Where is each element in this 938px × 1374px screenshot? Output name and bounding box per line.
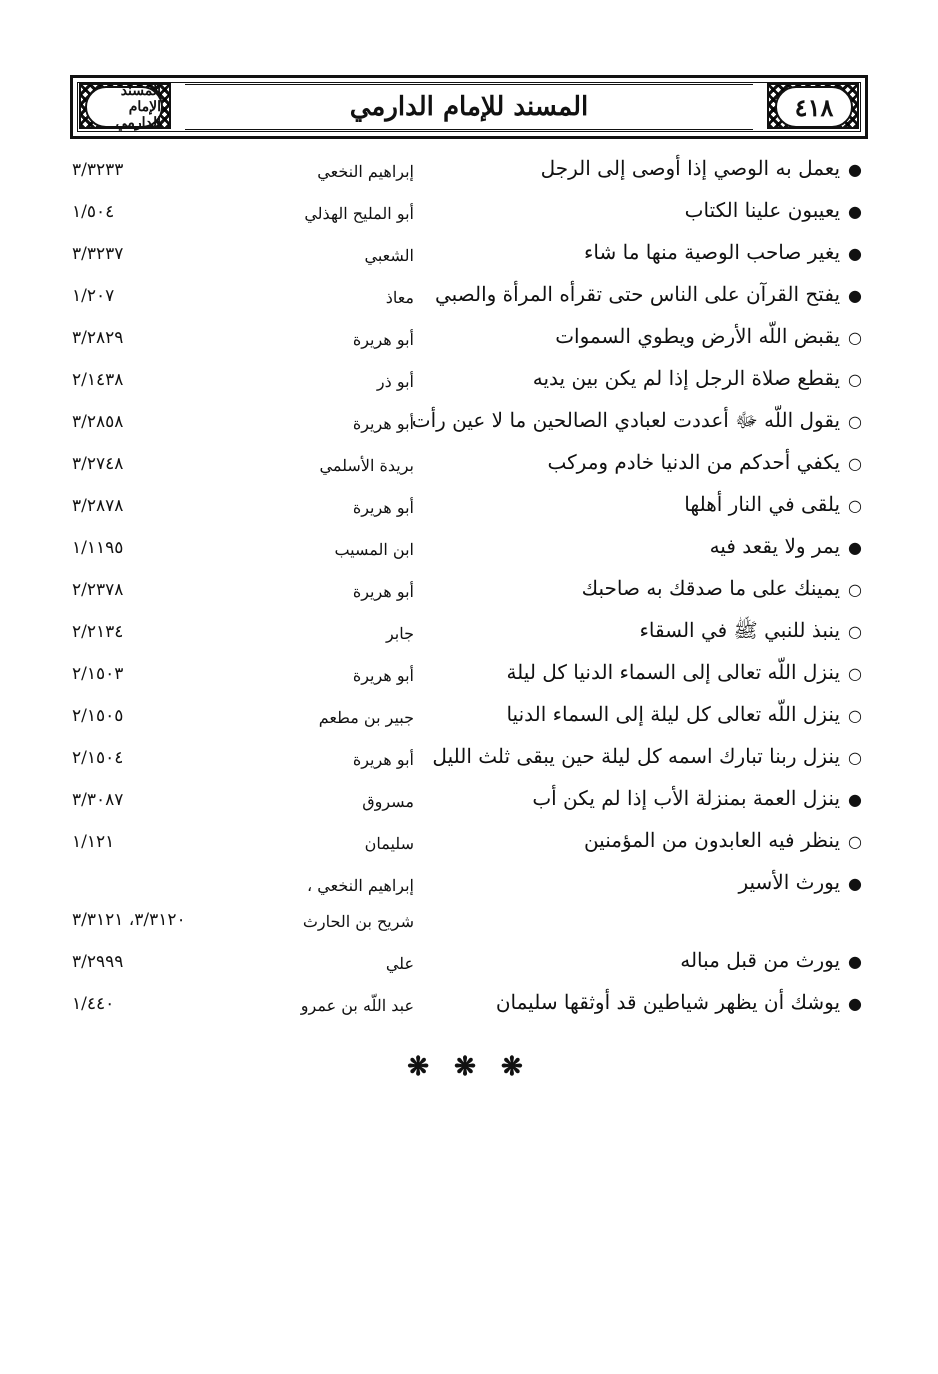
narrator: مسروق	[362, 792, 414, 811]
bullet-marker: ●	[848, 160, 862, 179]
page-header	[70, 75, 868, 139]
bullet-marker: ○	[848, 412, 862, 431]
narrator: جابر	[385, 624, 414, 643]
index-row	[0, 234, 938, 274]
hadith-text: ●ينزل العمة بمنزلة الأب إذا لم يكن أب	[532, 786, 862, 810]
reference: ١/٥٠٤	[72, 202, 115, 222]
hadith-text: ●يمر ولا يقعد فيه	[709, 534, 862, 558]
index-row	[0, 984, 938, 1024]
index-row	[0, 738, 938, 778]
narrator: أبو ذر	[376, 372, 414, 391]
index-row	[0, 864, 938, 904]
hadith-text: ●يورث الأسير	[738, 870, 862, 894]
narrator: أبو هريرة	[352, 498, 414, 517]
index-row	[0, 570, 938, 610]
bullet-marker: ○	[848, 664, 862, 683]
bullet-marker: ○	[848, 580, 862, 599]
reference: ١/١١٩٥	[72, 538, 124, 558]
narrator: أبو هريرة	[352, 330, 414, 349]
bullet-marker: ●	[848, 994, 862, 1013]
hadith-text: ●يعيبون علينا الكتاب	[684, 198, 862, 222]
index-row	[0, 612, 938, 652]
index-row	[0, 444, 938, 484]
page-number: ٤١٨	[775, 86, 853, 128]
bullet-marker: ○	[848, 706, 862, 725]
bullet-marker: ●	[848, 874, 862, 893]
bullet-marker: ○	[848, 496, 862, 515]
bullet-marker: ●	[848, 952, 862, 971]
hadith-text: ●يغير صاحب الوصية منها ما شاء	[584, 240, 862, 264]
hadith-text: ●يفتح القرآن على الناس حتى تقرأه المرأة والصبي	[434, 282, 862, 306]
reference: ٢/١٤٣٨	[72, 370, 124, 390]
narrator: علي	[385, 954, 414, 973]
reference: ٣/٢٨٥٨	[72, 412, 124, 432]
reference: ١/٤٤٠	[72, 994, 115, 1014]
index-row	[0, 192, 938, 232]
hadith-text: ○ينزل اللّه تعالى إلى السماء الدنيا كل ليلة	[506, 660, 862, 684]
hadith-text: ○ينظر فيه العابدون من المؤمنين	[583, 828, 862, 852]
reference: ٣/٣٢٣٣	[72, 160, 124, 180]
bullet-marker: ●	[848, 790, 862, 809]
narrator: أبو هريرة	[352, 750, 414, 769]
reference: ٣/٣٢٣٧	[72, 244, 124, 264]
index-row	[0, 780, 938, 820]
narrator: جبير بن مطعم	[318, 708, 414, 727]
reference: ٢/٢١٣٤	[72, 622, 124, 642]
reference: ٣/٣٠٨٧	[72, 790, 124, 810]
hadith-text: ○يكفي أحدكم من الدنيا خادم ومركب	[547, 450, 862, 474]
hadith-text: ○يلقى في النار أهلها	[684, 492, 862, 516]
reference: ٣/٢٨٧٨	[72, 496, 124, 516]
narrator: عبد اللّه بن عمرو	[300, 996, 414, 1015]
emblem-seal: المسند الإمام الدارمي	[85, 86, 163, 128]
hadith-text	[422, 906, 862, 930]
index-row	[0, 402, 938, 442]
reference: ٣/٢٩٩٩	[72, 952, 124, 972]
narrator: أبو هريرة	[352, 414, 414, 433]
reference: ٣/٢٨٢٩	[72, 328, 124, 348]
hadith-text: ●يعمل به الوصي إذا أوصى إلى الرجل	[540, 156, 862, 180]
hadith-text: ○يقبض اللّه الأرض ويطوي السموات	[555, 324, 862, 348]
index-row	[0, 360, 938, 400]
index-row	[0, 276, 938, 316]
narrator: إبراهيم النخعي	[317, 162, 414, 181]
index-row	[0, 318, 938, 358]
index-row	[0, 528, 938, 568]
bullet-marker: ○	[848, 370, 862, 389]
reference: ١/١٢١	[72, 832, 115, 852]
narrator: أبو هريرة	[352, 582, 414, 601]
hadith-text: ○ينزل ربنا تبارك اسمه كل ليلة حين يبقى ثلث الليل	[432, 744, 862, 768]
reference: ٢/١٥٠٣	[72, 664, 124, 684]
reference: ٢/١٥٠٥	[72, 706, 124, 726]
hadith-text: ●يورث من قبل مباله	[680, 948, 862, 972]
hadith-text: ○يمينك على ما صدقك به صاحبك	[581, 576, 862, 600]
narrator: شريح بن الحارث	[302, 912, 414, 931]
bullet-marker: ●	[848, 538, 862, 557]
index-row	[0, 486, 938, 526]
index-row	[0, 822, 938, 862]
reference: ٣/٢٧٤٨	[72, 454, 124, 474]
bullet-marker: ○	[848, 454, 862, 473]
narrator: بريدة الأسلمي	[319, 456, 414, 475]
index-row	[0, 696, 938, 736]
index-row-continuation	[0, 900, 938, 940]
index-row	[0, 654, 938, 694]
narrator: ابن المسيب	[334, 540, 414, 559]
hadith-text: ○يقول اللّه ﷻ أعددت لعبادي الصالحين ما لا عين رأت	[411, 408, 862, 432]
narrator: سليمان	[364, 834, 414, 853]
bullet-marker: ●	[848, 286, 862, 305]
bullet-marker: ●	[848, 244, 862, 263]
bullet-marker: ○	[848, 328, 862, 347]
reference: ٢/٢٣٧٨	[72, 580, 124, 600]
book-title: المسند للإمام الدارمي	[185, 84, 753, 130]
reference: ١/٢٠٧	[72, 286, 115, 306]
section-end-stars: ❋ ❋ ❋	[407, 1052, 531, 1082]
hadith-text: ○يقطع صلاة الرجل إذا لم يكن بين يديه	[532, 366, 862, 390]
hadith-text: ○ينزل اللّه تعالى كل ليلة إلى السماء الدنيا	[506, 702, 862, 726]
reference: ٣/٣١٢٠، ٣/٣١٢١	[72, 910, 186, 930]
narrator: الشعبي	[364, 246, 414, 265]
reference: ٢/١٥٠٤	[72, 748, 124, 768]
hadith-text: ●يوشك أن يظهر شياطين قد أوثقها سليمان	[495, 990, 862, 1014]
bullet-marker: ○	[848, 622, 862, 641]
bullet-marker: ○	[848, 748, 862, 767]
narrator: أبو هريرة	[352, 666, 414, 685]
index-row	[0, 942, 938, 982]
narrator: إبراهيم النخعي ،	[307, 876, 414, 895]
bullet-marker: ○	[848, 832, 862, 851]
bullet-marker: ●	[848, 202, 862, 221]
narrator: معاذ	[385, 288, 414, 307]
index-row	[0, 150, 938, 190]
hadith-text: ○ينبذ للنبي ﷺ في السقاء	[639, 618, 862, 642]
narrator: أبو المليح الهذلي	[304, 204, 414, 223]
